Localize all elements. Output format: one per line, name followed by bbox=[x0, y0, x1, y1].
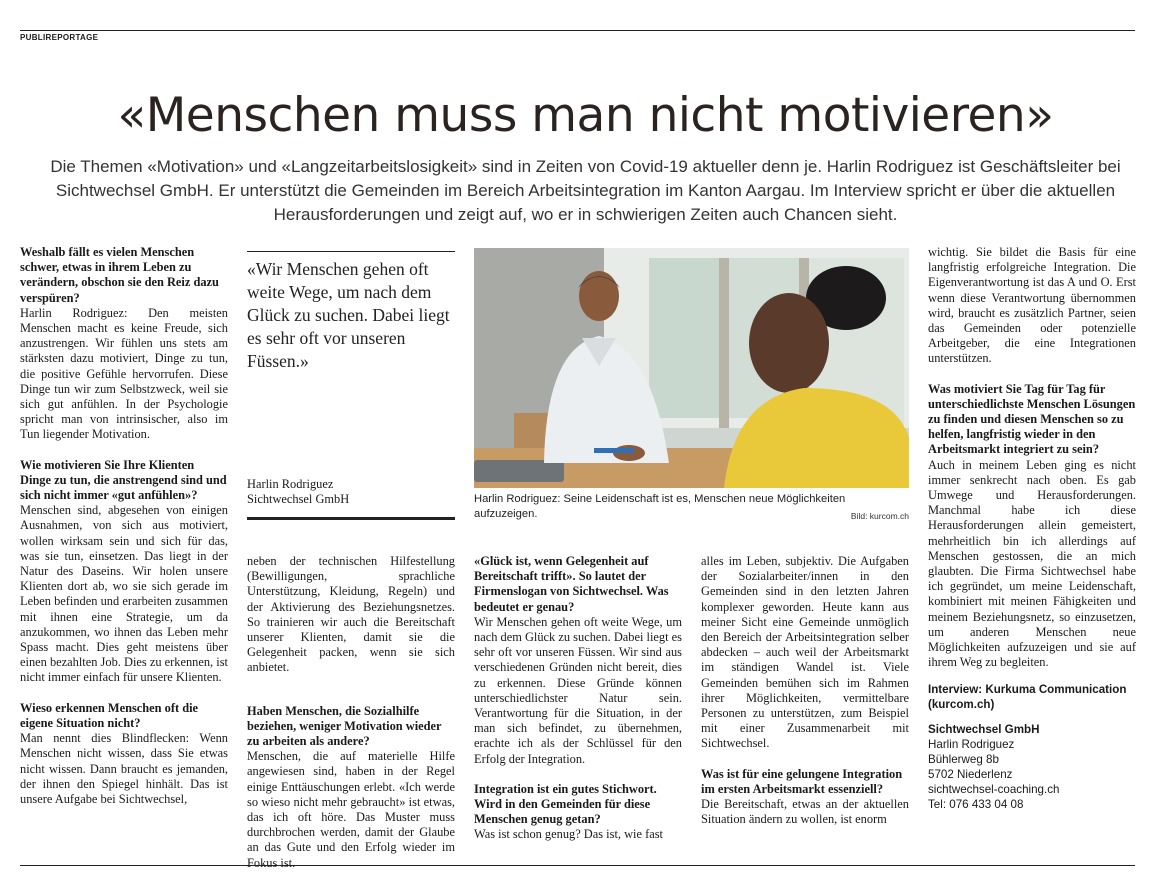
contact-company: Sichtwechsel GmbH bbox=[928, 723, 1040, 737]
signature bbox=[247, 477, 455, 507]
contact-block bbox=[928, 722, 1136, 812]
pull-quote: «Wir Menschen gehen oft weite Wege, um nach dem Glück zu suchen. Dabei liegt es sehr oft vor unseren Füssen.» bbox=[247, 251, 455, 373]
answer-6: Was ist schon genug? Das ist, wie fast bbox=[474, 827, 663, 842]
interview-photo-illustration bbox=[474, 248, 909, 488]
question-6: Integration ist ein gutes Stichwort. Wird in den Gemeinden für diese Menschen genug getan? bbox=[474, 781, 657, 827]
column-2 bbox=[247, 554, 455, 886]
interview-credit: Interview: Kurkuma Communication (kurcom.ch) bbox=[928, 683, 1127, 712]
question-1: Weshalb fällt es vielen Menschen schwer, etwas in ihrem Leben zu verändern, obschon sie den Reiz dazu verspüren? bbox=[20, 245, 219, 305]
interview-photo bbox=[474, 248, 909, 488]
lead-paragraph: Die Themen «Motivation» und «Langzeitarbeitslosigkeit» sind in Zeiten von Covid-19 aktueller denn je. Harlin Rodriguez ist Geschäftsleiter bei Sichtwechsel GmbH. Er unterstützt die Gemeinden im Bereich Arbeitsintegration im Kanton Aargau. Im Interview spricht er über die aktuellen Herausforderungen und zeigt auf, wo er in schwierigen Zeiten auch Chancen sieht. bbox=[50, 157, 1121, 224]
question-8: Was motiviert Sie Tag für Tag für unterschiedlichste Menschen Lösungen zu finden und diesen Menschen so zu helfen, langfristig wieder in den Arbeitsmarkt integriert zu sein? bbox=[928, 381, 1136, 457]
contact-phone: Tel: 076 433 04 08 bbox=[928, 798, 1024, 812]
signature-name: Harlin Rodriguez bbox=[247, 477, 334, 491]
column-5 bbox=[928, 245, 1136, 812]
answer-6-continued: alles im Leben, subjektiv. Die Aufgaben der Sozialarbeiter/innen in den Gemeinden sind in den letzten Jahren komplexer geworden. Heute kann aus meiner Sicht eine Gemeinde unmöglich den Bereich der Arbeitsintegration selber abdecken – auch weil der Arbeitsmarkt im ständigen Wandel ist. Viele Gemeinden bemühen sich im Rahmen ihrer Möglichkeiten, vermittelbare Personen zu unterstützen, zum Beispiel mit einer Zusammenarbeit mit Sichtwechsel. bbox=[701, 554, 909, 751]
contact-website: sichtwechsel-coaching.ch bbox=[928, 783, 1060, 797]
section-label: PUBLIREPORTAGE bbox=[20, 33, 99, 42]
photo-credit: Bild: kurcom.ch bbox=[850, 511, 909, 521]
contact-street: Bühlerweg 8b bbox=[928, 753, 999, 767]
answer-7: Die Bereitschaft, etwas an der aktuellen Situation ändern zu wollen, ist enorm bbox=[701, 797, 909, 827]
photo-caption: Harlin Rodriguez: Seine Leidenschaft ist es, Menschen neue Möglichkeiten aufzuzeigen. bbox=[474, 493, 846, 520]
bottom-rule bbox=[20, 865, 1135, 866]
answer-7-continued: wichtig. Sie bildet die Basis für eine langfristig erfolgreiche Integration. Die Eigenverantwortung ist das A und O. Erst wenn diese Verantwortung übernommen wird, braucht es zusätzlich Partner, seien das Gemeinden oder potenzielle Arbeitgeber, die eine Integrationen unterstützen. bbox=[928, 245, 1136, 366]
answer-1: Harlin Rodriguez: Den meisten Menschen macht es keine Freude, sich anzustrengen. Wir fühlen uns stets am stärksten dazu motiviert, Dinge zu tun, die positive Gefühle hervorrufen. Diese Dinge tun wir zum Selbstzweck, weil sie sich gut anfühlen. In der Psychologie spricht man von intrinsischer, also im Tun liegender Motivation. bbox=[20, 305, 228, 442]
contact-name: Harlin Rodriguez bbox=[928, 738, 1015, 752]
answer-8: Auch in meinem Leben ging es nicht immer senkrecht nach oben. Es gab Umwege und Herausforderungen. Manchmal habe ich diese Herausforderungen allein gemeistert, mehrheitlich bin ich allerdings auf Menschen gestossen, die an mich glaubten. Die Firma Sichtwechsel habe ich gegründet, um meine Leidenschaft, kombiniert mit meinen Fähigkeiten und meinem Beziehungsnetz, so einzusetzen, um anderen Menschen neue Möglichkeiten aufzuzeigen und sie auf ihrem Weg zu begleiten. bbox=[928, 457, 1136, 670]
question-2: Wie motivieren Sie Ihre Klienten Dinge zu tun, die anstrengend sind und sich nicht immer «gut anfühlen»? bbox=[20, 457, 227, 503]
headline: «Menschen muss man nicht motivieren» bbox=[117, 88, 1054, 143]
question-4: Haben Menschen, die Sozialhilfe beziehen, weniger Motivation wieder zu arbeiten als andere? bbox=[247, 703, 442, 749]
answer-5: Wir Menschen gehen oft weite Wege, um nach dem Glück zu suchen. Dabei liegt es sehr oft vor unseren Füssen. Wir sind aus verschiedenen Gründen nicht bereit, dies zu erkennen. Diese Gründe können unterschiedlichster Natur sein. Verantwortung für die Situation, in der man sich befindet, zu übernehmen, erachte ich als der Schlüssel für den Erfolg der Integration. bbox=[474, 614, 682, 766]
column-1 bbox=[20, 245, 228, 822]
answer-3-continued: neben der technischen Hilfestellung (Bewilligungen, sprachliche Unterstützung, Kleidung, Regeln) und der Aktivierung des Beziehungsnetzes. So trainieren wir auch die Bereitschaft unserer Klienten, damit sie die Gelegenheit packen, wenn sie sich anbietet. bbox=[247, 554, 455, 675]
signature-rule bbox=[247, 517, 455, 520]
answer-3: Man nennt dies Blindflecken: Wenn Menschen nicht wissen, dass Sie etwas nicht wissen. Dann braucht es jemanden, der ihnen den Spiegel hinhält. Das ist unsere Aufgabe bei Sichtwechsel, bbox=[20, 731, 228, 806]
signature-company: Sichtwechsel GmbH bbox=[247, 492, 350, 506]
question-7: Was ist für eine gelungene Integration im ersten Arbeitsmarkt essenziell? bbox=[701, 766, 903, 796]
top-rule bbox=[20, 30, 1135, 31]
column-4 bbox=[701, 554, 909, 842]
contact-city: 5702 Niederlenz bbox=[928, 768, 1013, 782]
answer-2: Menschen sind, abgesehen von einigen Ausnahmen, von sich aus motiviert, wollen wirksam sein und sich für das, was sie tun, einsetzen. Das liegt in der Natur des Daseins. Wir holen unsere Klienten dort ab, wo sie sich gerade im Leben befinden und erarbeiten zusammen mit ihnen eine Strategie, um da anzukommen, wo ihnen das Leben mehr Spass macht. Dies geht meistens über einen bezahlten Job. Dies zu erkennen, ist nicht immer einfach für unsere Klienten. bbox=[20, 503, 228, 685]
column-3 bbox=[474, 554, 682, 858]
answer-4: Menschen, die auf materielle Hilfe angewiesen sind, haben in der Regel einige Enttäuschungen erlebt. «Ich werde so wieso nicht mehr gebraucht» ist etwas, das ich oft höre. Das Muster muss durchbrochen werden, damit der Glaube an das Gute und den Erfolg wieder im Fokus ist. bbox=[247, 749, 455, 870]
question-3: Wieso erkennen Menschen oft die eigene Situation nicht? bbox=[20, 700, 199, 730]
question-5: «Glück ist, wenn Gelegenheit auf Bereitschaft trifft». So lautet der Firmenslogan von Sichtwechsel. Was bedeutet er genau? bbox=[474, 554, 669, 614]
